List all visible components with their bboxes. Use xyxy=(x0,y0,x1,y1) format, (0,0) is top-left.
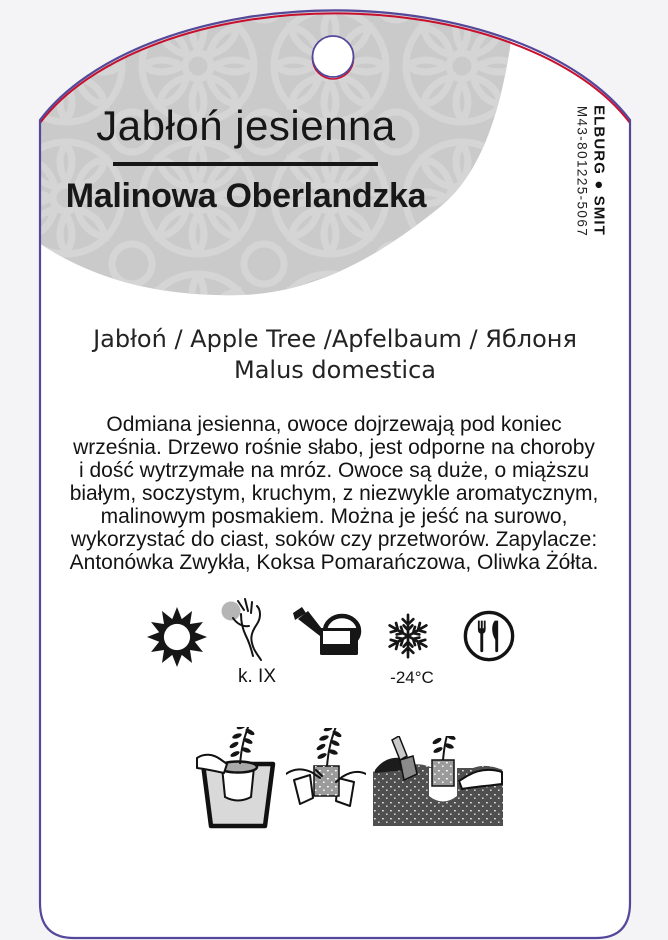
variety-name: Malinowa Oberlandzka xyxy=(65,177,427,215)
fruit xyxy=(222,602,241,621)
latin-name: Malus domestica xyxy=(234,356,436,384)
plant-in-ground-step xyxy=(373,736,503,826)
frost-snowflake-icon xyxy=(383,611,433,661)
description-line: wykorzystać do ciast, soków czy przetworów. Zapylacze: xyxy=(70,528,598,551)
description-line: malinowym posmakiem. Można je jeść na surowo, xyxy=(100,505,568,528)
trowel-handle xyxy=(392,736,407,760)
knife xyxy=(492,621,498,653)
item-code: M43-801225-5067 xyxy=(574,105,590,238)
description-line: i dość wytrzymałe na mróz. Owoce są duże, o miąższu xyxy=(78,459,589,482)
hang-hole xyxy=(313,36,354,77)
description-line: Odmiana jesienna, owoce dojrzewają pod koniec xyxy=(106,413,562,436)
page-title: Jabłoń jesienna xyxy=(96,102,396,149)
description xyxy=(30,413,638,574)
remove-pot-step xyxy=(286,728,366,824)
description-line: białym, soczystym, kruchym, z niezwykle aromatycznym, xyxy=(69,482,599,505)
description-line: Antonówka Zwykła, Koksa Pomarańczowa, Oliwka Żółta. xyxy=(69,551,599,574)
frost-hardiness-label: -24°C xyxy=(390,668,434,687)
harvest-time-label: k. IX xyxy=(237,666,276,687)
soak-pot-step xyxy=(196,727,280,829)
description-line: września. Drzewo rośnie słabo, jest odporne na choroby xyxy=(73,436,595,459)
title-divider xyxy=(113,162,378,166)
watering-can-icon xyxy=(293,607,369,667)
harvest-hand-icon xyxy=(217,598,277,672)
edible-cutlery-icon xyxy=(462,609,516,663)
common-names: Jabłoń / Apple Tree /Apfelbaum / Яблоня xyxy=(93,325,577,353)
hand xyxy=(197,755,227,773)
fork xyxy=(478,621,486,653)
sun-icon xyxy=(146,606,208,668)
brand-name: ELBURG ● SMIT xyxy=(590,105,608,236)
pot-half-left xyxy=(294,775,313,804)
